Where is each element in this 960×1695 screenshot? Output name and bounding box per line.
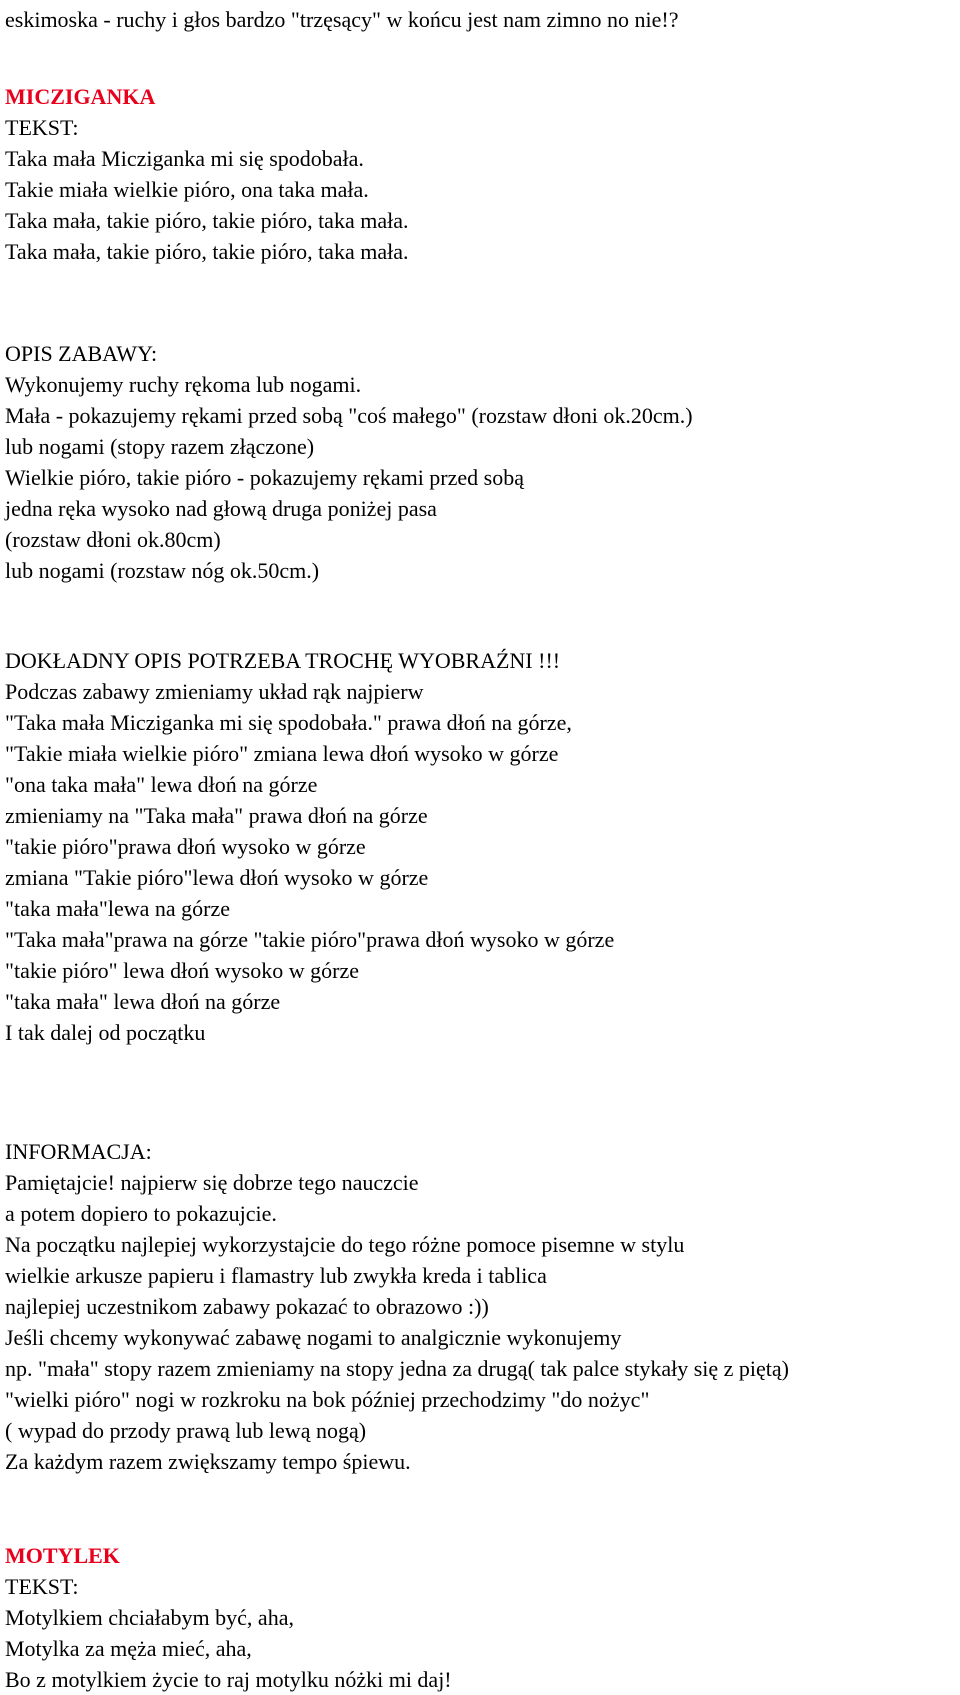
lyric-line: Bo z motylkiem życie to raj motylku nóżki mi daj! xyxy=(5,1667,452,1692)
lyric-line: Motylka za męża mieć, aha, xyxy=(5,1636,252,1661)
opis-line: Wielkie pióro, takie pióro - pokazujemy rękami przed sobą xyxy=(5,465,524,490)
dokladny-line: "takie pióro"prawa dłoń wysoko w górze xyxy=(5,834,366,859)
informacja-line: Na początku najlepiej wykorzystajcie do tego różne pomoce pisemne w stylu xyxy=(5,1232,685,1257)
tekst-label: TEKST: xyxy=(5,1574,79,1599)
dokladny-line: "Takie miała wielkie pióro" zmiana lewa dłoń wysoko w górze xyxy=(5,741,559,766)
opis-line: lub nogami (rozstaw nóg ok.50cm.) xyxy=(5,558,320,583)
opis-line: (rozstaw dłoni ok.80cm) xyxy=(5,527,221,552)
dokladny-line: "taka mała"lewa na górze xyxy=(5,896,231,921)
opis-zabawy-label: OPIS ZABAWY: xyxy=(5,341,158,366)
informacja-line: Jeśli chcemy wykonywać zabawę nogami to analgicznie wykonujemy xyxy=(5,1325,622,1350)
lyric-line: Takie miała wielkie pióro, ona taka mała. xyxy=(5,177,369,202)
song-title-micziganka: MICZIGANKA xyxy=(5,84,156,109)
dokladny-line: Podczas zabawy zmieniamy układ rąk najpierw xyxy=(5,679,424,704)
informacja-line: Pamiętajcie! najpierw się dobrze tego nauczcie xyxy=(5,1170,419,1195)
opis-zabawy-block xyxy=(5,338,693,586)
dokladny-line: "takie pióro" lewa dłoń wysoko w górze xyxy=(5,958,359,983)
informacja-line: a potem dopiero to pokazujcie. xyxy=(5,1201,277,1226)
opis-line: Mała - pokazujemy rękami przed sobą "coś małego" (rozstaw dłoni ok.20cm.) xyxy=(5,403,693,428)
informacja-line: ( wypad do przody prawą lub lewą nogą) xyxy=(5,1418,367,1443)
tekst-label: TEKST: xyxy=(5,115,79,140)
informacja-line: np. "mała" stopy razem zmieniamy na stopy jedna za drugą( tak palce stykały się z piętą) xyxy=(5,1356,790,1381)
opis-line: lub nogami (stopy razem złączone) xyxy=(5,434,315,459)
informacja-line: wielkie arkusze papieru i flamastry lub zwykła kreda i tablica xyxy=(5,1263,547,1288)
informacja-label: INFORMACJA: xyxy=(5,1139,152,1164)
micziganka-lyrics-block xyxy=(5,81,408,267)
dokladny-line: I tak dalej od początku xyxy=(5,1020,206,1045)
intro-block xyxy=(5,4,679,35)
dokladny-opis-block xyxy=(5,645,614,1048)
intro-line: eskimoska - ruchy i głos bardzo "trzęsący" w końcu jest nam zimno no nie!? xyxy=(5,7,679,32)
motylek-block xyxy=(5,1540,452,1695)
dokladny-line: zmieniamy na "Taka mała" prawa dłoń na górze xyxy=(5,803,428,828)
informacja-line: "wielki pióro" nogi w rozkroku na bok później przechodzimy "do nożyc" xyxy=(5,1387,650,1412)
dokladny-opis-label: DOKŁADNY OPIS POTRZEBA TROCHĘ WYOBRAŹNI !!! xyxy=(5,648,561,673)
song-title-motylek: MOTYLEK xyxy=(5,1543,120,1568)
dokladny-line: zmiana "Takie pióro"lewa dłoń wysoko w górze xyxy=(5,865,429,890)
informacja-line: Za każdym razem zwiększamy tempo śpiewu. xyxy=(5,1449,411,1474)
opis-line: jedna ręka wysoko nad głową druga poniżej pasa xyxy=(5,496,437,521)
lyric-line: Taka mała, takie pióro, takie pióro, taka mała. xyxy=(5,208,409,233)
lyric-line: Motylkiem chciałabym być, aha, xyxy=(5,1605,294,1630)
informacja-line: najlepiej uczestnikom zabawy pokazać to obrazowo :)) xyxy=(5,1294,489,1319)
dokladny-line: "Taka mała Micziganka mi się spodobała." prawa dłoń na górze, xyxy=(5,710,572,735)
dokladny-line: "ona taka mała" lewa dłoń na górze xyxy=(5,772,318,797)
informacja-block xyxy=(5,1136,789,1477)
opis-line: Wykonujemy ruchy rękoma lub nogami. xyxy=(5,372,362,397)
dokladny-line: "taka mała" lewa dłoń na górze xyxy=(5,989,281,1014)
lyric-line: Taka mała Micziganka mi się spodobała. xyxy=(5,146,364,171)
dokladny-line: "Taka mała"prawa na górze "takie pióro"prawa dłoń wysoko w górze xyxy=(5,927,615,952)
lyric-line: Taka mała, takie pióro, takie pióro, taka mała. xyxy=(5,239,409,264)
